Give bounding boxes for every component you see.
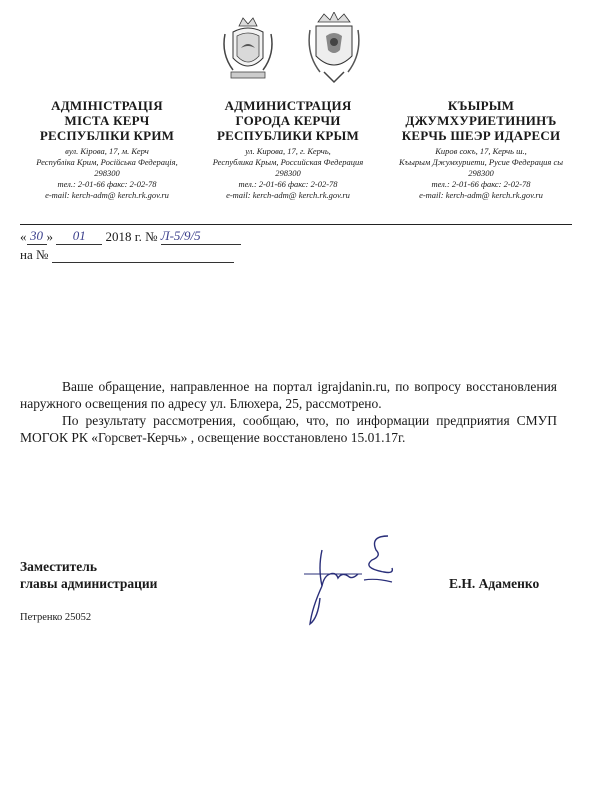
title-ct-1: КЪЫРЫМ [447, 98, 515, 113]
position-line-1: Заместитель [20, 559, 97, 574]
header-divider [20, 224, 572, 225]
reference-line [20, 247, 234, 263]
title-ru-2: ГОРОДА КЕРЧИ [235, 113, 341, 128]
address-ua-1: вул. Кірова, 17, м. Керч [65, 146, 149, 156]
phone-ua: тел.: 2-01-66 факс: 2-02-78 [57, 179, 157, 189]
email-ru: e-mail: kerch-adm@ kerch.rk.gov.ru [226, 190, 350, 200]
address-ua-3: 298300 [94, 168, 120, 178]
address-ru-1: ул. Кирова, 17, г. Керчь, [245, 146, 331, 156]
registration-day: 30 [27, 228, 47, 245]
header-crimean-tatar [378, 98, 584, 201]
title-ua-1: АДМІНІСТРАЦІЯ [51, 98, 163, 113]
address-ru-3: 298300 [275, 168, 301, 178]
registration-month: 01 [56, 228, 102, 245]
signatory-name: Е.Н. Адаменко [449, 576, 540, 591]
crimea-emblem [219, 14, 277, 82]
title-ua-3: РЕСПУБЛІКИ КРИМ [39, 128, 175, 143]
title-ru-3: РЕСПУБЛИКИ КРЫМ [217, 128, 359, 143]
registration-number: Л-5/9/5 [161, 228, 241, 245]
handwritten-signature [292, 528, 412, 638]
reference-label: на № [20, 247, 49, 262]
title-ua-2: МІСТА КЕРЧ [64, 113, 150, 128]
title-ct-3: КЕРЧЬ ШЕЭР ИДАРЕСИ [401, 128, 561, 143]
paragraph-1: Ваше обращение, направленное на портал igrajdanin.ru, по вопросу восстановления наружного освещения по адресу ул. Блюхера, 25, рассмотрено. [20, 379, 557, 411]
address-ua-2: Республіка Крим, Російська Федерація, [36, 157, 178, 167]
email-ct: e-mail: kerch-adm@ kerch.rk.gov.ru [419, 190, 543, 200]
kerch-emblem [306, 12, 362, 84]
header-ukrainian [8, 98, 206, 201]
quote-close: » [46, 229, 53, 244]
letter-body [20, 378, 557, 446]
phone-ru: тел.: 2-01-66 факс: 2-02-78 [238, 179, 338, 189]
registration-line [20, 228, 241, 245]
reference-blank [52, 249, 234, 263]
paragraph-2: По результату рассмотрения, сообщаю, что, по информации предприятия СМУП МОГОК РК «Горсвет-Керчь» , освещение восстановлено 15.01.17г. [20, 413, 557, 445]
title-ru-1: АДМИНИСТРАЦИЯ [224, 98, 352, 113]
phone-ct: тел.: 2-01-66 факс: 2-02-78 [431, 179, 531, 189]
registration-year: 2018 г. № [105, 229, 158, 244]
signatory-position [20, 558, 157, 592]
header-russian [196, 98, 380, 201]
position-line-2: главы администрации [20, 576, 158, 591]
address-ct-3: 298300 [468, 168, 494, 178]
title-ct-2: ДЖУМХУРИЕТИНИНЪ [405, 113, 557, 128]
address-ct-1: Киров сокъ, 17, Керчь ш., [435, 146, 527, 156]
address-ru-2: Республика Крым, Российская Федерация [212, 157, 364, 167]
email-ua: e-mail: kerch-adm@ kerch.rk.gov.ru [45, 190, 169, 200]
executor-note: Петренко 25052 [20, 612, 92, 623]
quote-open: « [20, 229, 27, 244]
address-ct-2: Къырым Джумхуриети, Русие Федерация сы [399, 157, 563, 167]
